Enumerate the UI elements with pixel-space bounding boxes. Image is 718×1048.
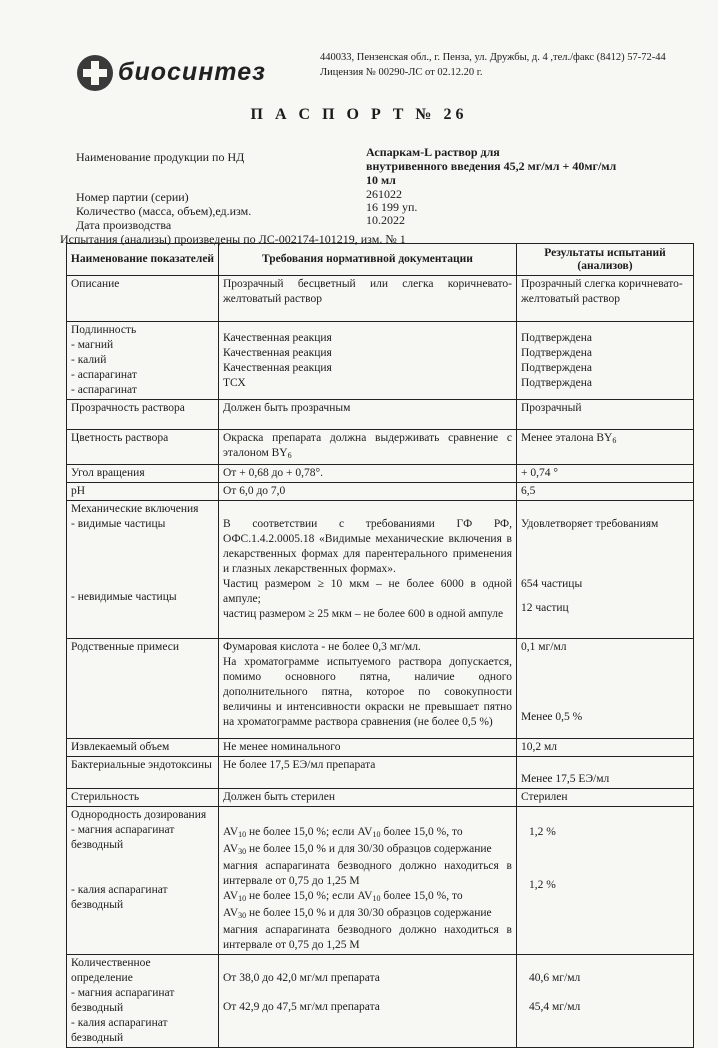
uniformity-k-line1 — [223, 889, 512, 906]
identity-req-2: Качественная реакция — [223, 347, 332, 359]
uniformity-title: Однородность дозирования — [71, 809, 207, 821]
req-rotation: От + 0,68 до + 0,78°. — [219, 465, 517, 483]
uniformity-mg-tail: магния аспарагината безводного должно находиться в интервале от 0,75 до 1,25 М — [223, 860, 512, 887]
assay-req-2: От 42,9 до 47,5 мг/мл препарата — [223, 1001, 380, 1013]
logo-cross-icon — [76, 54, 114, 92]
uniformity-mg-line2 — [223, 842, 512, 859]
related-result-1: 0,1 мг/мл — [521, 641, 567, 653]
mechanical-req-2: Частиц размером ≥ 10 мкм – не более 6000 в одной ампуле; — [223, 578, 512, 605]
table-row — [67, 322, 694, 400]
av-text: не более 15,0 %; если AV — [246, 890, 373, 902]
table-row — [67, 807, 694, 955]
mechanical-sub-invisible: - невидимые частицы — [71, 591, 177, 603]
identity-result-2: Подтверждена — [521, 347, 592, 359]
uniformity-result-2: 1,2 % — [529, 879, 556, 891]
assay-result-2: 45,4 мг/мл — [529, 1001, 581, 1013]
result-volume: 10,2 мл — [517, 739, 694, 757]
req-assay — [219, 955, 517, 1048]
header-requirements: Требования нормативной документации — [219, 244, 517, 276]
row-name-related: Родственные примеси — [67, 639, 219, 739]
product-name-line3: 10 мл — [366, 173, 396, 187]
mechanical-result-3: 12 частиц — [521, 602, 569, 614]
table-row — [67, 465, 694, 483]
av-text: более 15,0 %, то — [380, 826, 463, 838]
color-req-sub: 6 — [287, 451, 292, 460]
row-name-mechanical — [67, 501, 219, 639]
req-identity — [219, 322, 517, 400]
batch-label: Номер партии (серии) — [76, 190, 189, 204]
result-rotation: + 0,74 ° — [517, 465, 694, 483]
av-sub: 10 — [238, 894, 247, 903]
color-result-text: Менее эталона BY — [521, 432, 613, 444]
tests-note: Испытания (анализы) произведены по ЛС-002174-101219, изм. № 1 — [60, 232, 406, 246]
row-name-rotation: Угол вращения — [67, 465, 219, 483]
result-sterility: Стерилен — [517, 789, 694, 807]
av-label: AV — [223, 890, 239, 902]
req-volume: Не менее номинального — [219, 739, 517, 757]
color-result-sub: 6 — [612, 436, 617, 445]
identity-req-1: Качественная реакция — [223, 332, 332, 344]
identity-sub-magnesium: - магний — [71, 339, 114, 351]
row-name-color: Цветность раствора — [67, 430, 219, 465]
row-name-ph: pH — [67, 483, 219, 501]
av-text: не более 15,0 %; если AV — [246, 826, 373, 838]
identity-result-1: Подтверждена — [521, 332, 592, 344]
av-sub: 10 — [238, 830, 247, 839]
identity-result-3: Подтверждена — [521, 362, 592, 374]
av-label: AV — [223, 826, 239, 838]
result-identity — [517, 322, 694, 400]
assay-title: Количественное определение — [71, 957, 151, 984]
result-uniformity — [517, 807, 694, 955]
table-header-row — [67, 244, 694, 276]
quantity-value: 16 199 уп. — [366, 200, 418, 214]
quantity-label: Количество (масса, объем),ед.изм. — [76, 204, 252, 218]
table-row — [67, 501, 694, 639]
table-row — [67, 739, 694, 757]
table-row — [67, 400, 694, 430]
row-name-transparency: Прозрачность раствора — [67, 400, 219, 430]
mechanical-req-3: частиц размером ≥ 25 мкм – не более 600 в одной ампуле — [223, 608, 504, 620]
av-sub: 30 — [238, 911, 247, 920]
related-result-2: Менее 0,5 % — [521, 711, 583, 723]
table-row — [67, 276, 694, 322]
company-license: Лицензия № 00290-ЛС от 02.12.20 г. — [320, 67, 483, 78]
av-text: более 15,0 %, то — [380, 890, 463, 902]
result-assay — [517, 955, 694, 1048]
mechanical-req-1: В соответствии с требованиями ГФ РФ, ОФС.1.4.2.0005.18 «Видимые механические включения в лекарственных формах для парентерального применения и глазных лекарственных формах». — [223, 518, 512, 575]
req-color — [219, 430, 517, 465]
result-mechanical — [517, 501, 694, 639]
assay-sub-potassium: - калия аспарагинат безводный — [71, 1017, 168, 1044]
req-related — [219, 639, 517, 739]
identity-req-3: Качественная реакция — [223, 362, 332, 374]
row-name-volume: Извлекаемый объем — [67, 739, 219, 757]
identity-req-4: ТСХ — [223, 377, 246, 389]
table-row — [67, 430, 694, 465]
table-row — [67, 757, 694, 789]
uniformity-sub-potassium: - калия аспарагинат безводный — [71, 884, 168, 911]
av-sub: 30 — [238, 847, 247, 856]
assay-req-1: От 38,0 до 42,0 мг/мл препарата — [223, 972, 380, 984]
av-text: не более 15,0 % и для 30/30 образцов содержание — [246, 843, 492, 855]
av-label: AV — [223, 907, 239, 919]
table-row — [67, 955, 694, 1048]
production-date-label: Дата производства — [76, 218, 172, 232]
company-logo-text: биосинтез — [118, 58, 266, 86]
row-name-sterility: Стерильность — [67, 789, 219, 807]
related-req-2: На хроматограмме испытуемого раствора допускается, помимо основного пятна, наличие одного дополнительного пятна, которое по совокупности величины и интенсивности окраски не превышает пятно на хроматограмме раствора сравнения (не более 0,5 %) — [223, 656, 512, 728]
header-results: Результаты испытаний (анализов) — [517, 244, 694, 276]
table-row — [67, 789, 694, 807]
document-title: П А С П О Р Т № 26 — [250, 106, 468, 123]
uniformity-k-tail: магния аспарагината безводного должно находиться в интервале от 0,75 до 1,25 М — [223, 924, 512, 951]
row-name-assay — [67, 955, 219, 1048]
assay-sub-magnesium: - магния аспарагинат безводный — [71, 987, 175, 1014]
req-description: Прозрачный бесцветный или слегка коричневато-желтоватый раствор — [219, 276, 517, 322]
mechanical-result-2: 654 частицы — [521, 578, 583, 590]
req-sterility: Должен быть стерилен — [219, 789, 517, 807]
result-related — [517, 639, 694, 739]
table-row — [67, 483, 694, 501]
identity-sub-aspartate: - аспарагинат — [71, 369, 137, 381]
req-transparency: Должен быть прозрачным — [219, 400, 517, 430]
av-sub: 10 — [372, 894, 381, 903]
product-name-label: Наименование продукции по НД — [76, 150, 245, 164]
req-mechanical — [219, 501, 517, 639]
production-date-value: 10.2022 — [366, 213, 405, 227]
row-name-identity — [67, 322, 219, 400]
av-sub: 10 — [372, 830, 381, 839]
assay-result-1: 40,6 мг/мл — [529, 972, 581, 984]
result-transparency: Прозрачный — [517, 400, 694, 430]
batch-value: 261022 — [366, 187, 402, 201]
row-name-endotoxins: Бактериальные эндотоксины — [67, 757, 219, 789]
product-name-line2: внутривенного введения 45,2 мг/мл + 40мг/мл — [366, 159, 617, 173]
av-label: AV — [223, 843, 239, 855]
uniformity-mg-line1 — [223, 825, 512, 842]
identity-sub-aspartate-tlc: - аспарагинат — [71, 384, 137, 396]
result-description: Прозрачный слегка коричневато-желтоватый раствор — [517, 276, 694, 322]
color-req-text: Окраска препарата должна выдерживать сравнение с эталоном BY — [223, 432, 512, 459]
product-name-line1: Аспаркам-L раствор для — [366, 145, 500, 159]
req-endotoxins: Не более 17,5 ЕЭ/мл препарата — [219, 757, 517, 789]
identity-result-4: Подтверждена — [521, 377, 592, 389]
row-name-uniformity — [67, 807, 219, 955]
row-name-description: Описание — [67, 276, 219, 322]
results-table — [66, 243, 694, 1048]
result-color — [517, 430, 694, 465]
uniformity-result-1: 1,2 % — [529, 826, 556, 838]
mechanical-result-1: Удовлетворяет требованиям — [521, 518, 659, 530]
result-ph: 6,5 — [517, 483, 694, 501]
av-text: не более 15,0 % и для 30/30 образцов содержание — [246, 907, 492, 919]
company-address: 440033, Пензенская обл., г. Пенза, ул. Дружбы, д. 4 ,тел./факс (8412) 57-72-44 — [320, 52, 666, 63]
uniformity-sub-magnesium: - магния аспарагинат безводный — [71, 824, 175, 851]
mechanical-sub-visible: - видимые частицы — [71, 518, 166, 530]
mechanical-title: Механические включения — [71, 503, 199, 515]
identity-title: Подлинность — [71, 324, 137, 336]
result-endotoxins — [517, 757, 694, 789]
related-req-1: Фумаровая кислота - не более 0,3 мг/мл. — [223, 641, 421, 653]
identity-sub-potassium: - калий — [71, 354, 107, 366]
req-uniformity — [219, 807, 517, 955]
uniformity-k-line2 — [223, 906, 512, 923]
endotoxins-result-text: Менее 17,5 ЕЭ/мл — [521, 773, 610, 785]
req-ph: От 6,0 до 7,0 — [219, 483, 517, 501]
header-indicators: Наименование показателей — [67, 244, 219, 276]
table-row — [67, 639, 694, 739]
